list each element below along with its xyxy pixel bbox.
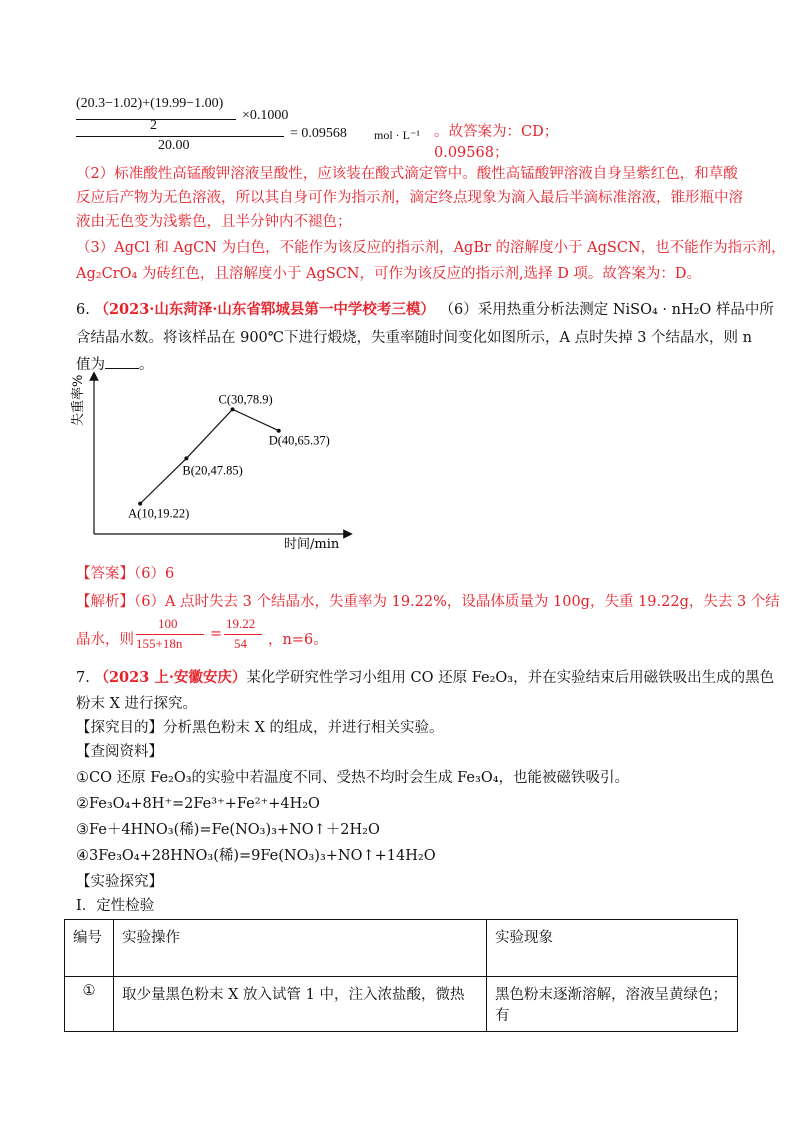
header-number: 编号 (65, 920, 114, 977)
fraction-unit: mol · L⁻¹ (374, 128, 420, 142)
point-label: D(40,65.37) (268, 433, 330, 448)
q5-part2-line3: 液由无色变为浅紫色，且半分钟内不褪色； (76, 214, 352, 230)
point-label: A(10,19.22) (128, 506, 190, 521)
point-label: C(30,78.9) (218, 392, 273, 407)
fraction-times: ×0.1000 (242, 108, 289, 123)
q7-consult: 【查阅资料】 (76, 744, 163, 760)
experiment-table (64, 919, 738, 1032)
q7-explore: 【实验探究】 (76, 874, 163, 890)
data-point (277, 429, 281, 433)
q6-stem-line2: 含结晶水数。将该样品在 900℃下进行煅烧，失重率随时间变化如图所示，A 点时失掉 3 个结晶水，则 n (76, 330, 752, 346)
q6-stem-line1 (76, 300, 774, 320)
q5-fraction (76, 96, 596, 161)
analysis-label: 【解析】 (76, 594, 134, 610)
q6-source: （2023·山东菏泽·山东省郓城县第一中学校考三模） (94, 301, 435, 318)
header-operation: 实验操作 (114, 920, 487, 977)
eq-left-bar (136, 634, 204, 635)
q7-purpose: 【探究目的】分析黑色粉末 X 的组成，并进行相关实验。 (76, 720, 444, 736)
header-phenomenon: 实验现象 (487, 920, 738, 977)
q5-part2-line1: （2）标准酸性高锰酸钾溶液呈酸性，应该装在酸式滴定管中。酸性高锰酸钾溶液自身呈紫红色，和草酸 (76, 166, 738, 182)
weight-loss-chart (60, 370, 360, 550)
analysis-text: （6）A 点时失去 3 个结晶水，失重率为 19.22%，设晶体质量为 100g，失重 19.22g，失去 3 个结 (134, 594, 780, 610)
x-axis-label: 时间/min (284, 537, 340, 550)
series-line (140, 409, 279, 503)
data-point (231, 407, 235, 411)
q5-part2-line2: 反应后产物为无色溶液，所以其自身可作为指示剂，滴定终点现象为滴入最后半滴标准溶液，锥形瓶中溶 (76, 190, 743, 206)
q7-section: I．定性检验 (76, 898, 155, 914)
q5-part3-line2: Ag₂CrO₄ 为砖红色，且溶解度小于 AgSCN，可作为该反应的指示剂,选择 D 项。故答案为：D。 (76, 266, 702, 282)
fraction-main-bar (76, 136, 284, 137)
table-row (65, 977, 738, 1032)
analysis-l2b: ，n=6。 (268, 632, 328, 648)
q7-source: （2023 上·安徽安庆） (94, 669, 247, 686)
eq-right-den: 54 (234, 636, 247, 651)
eq-right-num: 19.22 (226, 616, 256, 631)
row-phenomenon: 黑色粉末逐渐溶解，溶液呈黄绿色；有 (487, 977, 738, 1032)
q6-stem-c-end: 。 (139, 357, 154, 373)
fraction-top: (20.3−1.02)+(19.99−1.00) (76, 96, 224, 111)
eq-right-bar (224, 634, 262, 635)
q7-item4: ④3Fe₃O₄+28HNO₃(稀)=9Fe(NO₃)₃+NO↑+14H₂O (76, 848, 436, 864)
row-number: ① (65, 977, 114, 1032)
fraction-den: 20.00 (158, 138, 190, 153)
answer-label: 【答案】 (76, 566, 134, 582)
q6-answer (76, 564, 174, 584)
table-header-row (65, 920, 738, 977)
analysis-l2a: 晶水，则 (76, 632, 134, 648)
q7-number: 7. (76, 670, 90, 686)
q7-item2: ②Fe₃O₄+8H⁺=2Fe³⁺+Fe²⁺+4H₂O (76, 796, 320, 812)
q7-item1: ①CO 还原 Fe₂O₃的实验中若温度不同、受热不均时会生成 Fe₃O₄，也能被磁铁吸引。 (76, 770, 630, 786)
q5-part3-line1: （3）AgCl 和 AgCN 为白色，不能作为该反应的指示剂，AgBr 的溶解度小于 AgSCN，也不能作为指示剂， (76, 240, 786, 256)
answer-text: （6）6 (134, 566, 175, 582)
data-point (138, 502, 142, 506)
eq-left-den: 155+18n (136, 636, 183, 651)
fraction-result: = 0.09568 (290, 126, 347, 141)
q7-stem-a: 某化学研究性学习小组用 CO 还原 Fe₂O₃，并在实验结束后用磁铁吸出生成的黑色 (246, 670, 775, 686)
q6-analysis-line1 (76, 592, 780, 612)
q7-item3: ③Fe＋4HNO₃(稀)=Fe(NO₃)₃+NO↑＋2H₂O (76, 822, 380, 838)
data-point (184, 456, 188, 460)
row-operation: 取少量黑色粉末 X 放入试管 1 中，注入浓盐酸，微热 (114, 977, 487, 1032)
fraction-two: 2 (150, 118, 157, 133)
q6-stem-a: （6）采用热重分析法测定 NiSO₄ · nH₂O 样品中所 (439, 302, 774, 318)
q6-analysis-line2 (76, 616, 476, 656)
data-points (128, 392, 330, 520)
eq-sign: = (210, 626, 223, 642)
y-axis-label: 失重率% (71, 374, 86, 426)
q6-number: 6. (76, 302, 90, 318)
q6-stem-c: 值为 (76, 357, 105, 373)
q7-stem-line1 (76, 668, 774, 688)
answer-blank (105, 354, 139, 369)
q7-stem-line2: 粉末 X 进行探究。 (76, 696, 198, 712)
point-label: B(20,47.85) (182, 463, 243, 478)
eq-left-num: 100 (158, 616, 178, 631)
answer-tail: 。故答案为：CD；0.09568； (434, 124, 559, 161)
